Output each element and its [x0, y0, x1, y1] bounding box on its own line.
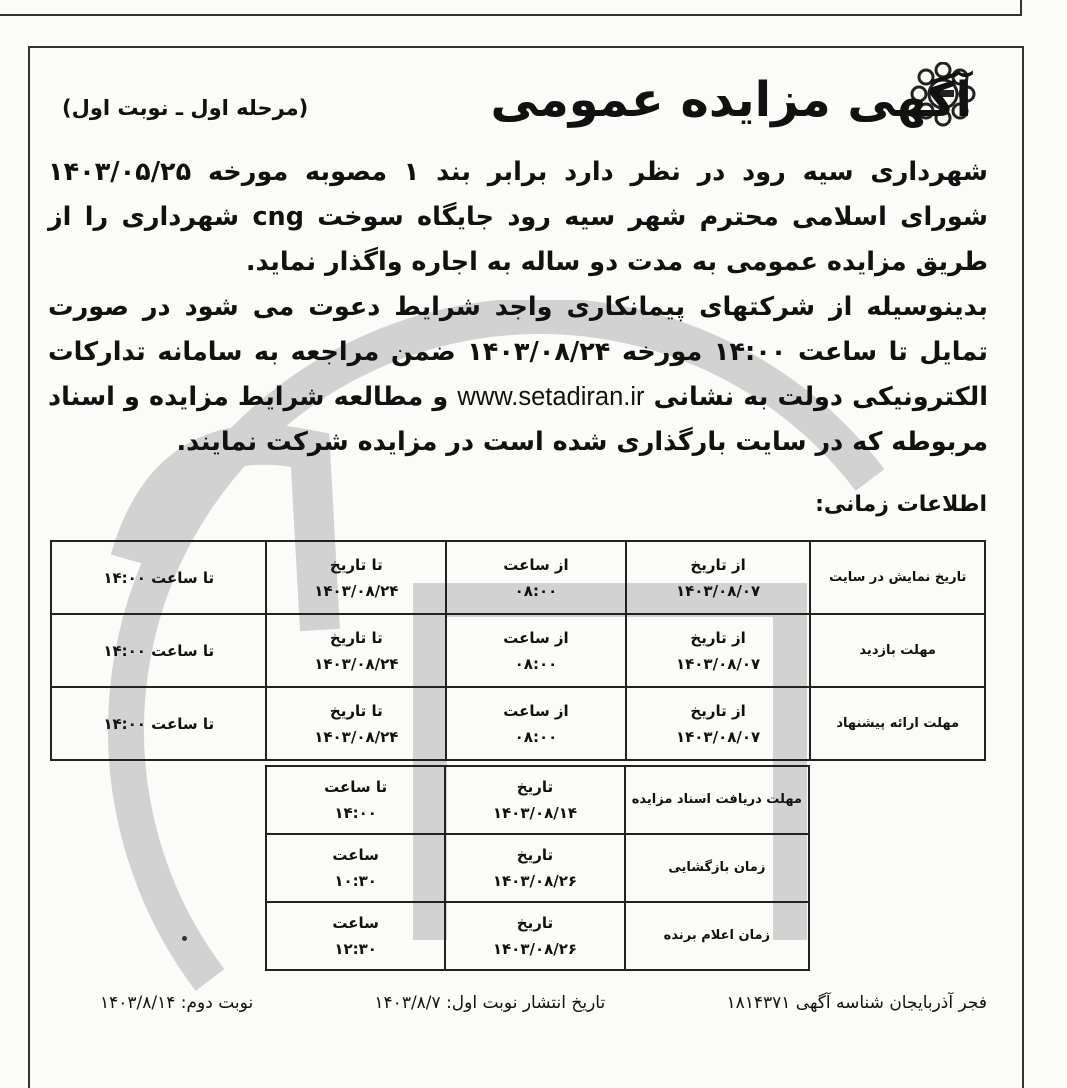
from-date-cell [626, 541, 811, 614]
row-label: مهلت دریافت اسناد مزایده [625, 766, 809, 834]
cell-label: ساعت [332, 846, 379, 864]
cell-value: ۰۸:۰۰ [514, 727, 558, 746]
row-label: تاریخ نمایش در سایت [810, 541, 985, 614]
time-cell [266, 834, 445, 902]
cell-label: از ساعت [503, 628, 569, 647]
cell-label: از ساعت [503, 701, 569, 720]
date-cell [445, 902, 624, 970]
cell-label: از ساعت [503, 555, 569, 574]
setadiran-link[interactable]: www.setadiran.ir [457, 383, 645, 411]
cell-value: ۱۴۰۳/۰۸/۱۴ [492, 804, 578, 822]
cell-label: تا تاریخ [329, 701, 383, 720]
cell-value: ۱۴۰۳/۰۸/۲۶ [492, 940, 578, 958]
row-label: زمان بازگشایی [625, 834, 809, 902]
cell-value: ۱۴۰۳/۰۸/۲۶ [492, 872, 578, 890]
from-date-cell [626, 687, 811, 760]
cell-label: تا تاریخ [329, 628, 383, 647]
print-speck [182, 936, 187, 941]
cell-label: تا تاریخ [329, 555, 383, 574]
date-cell [445, 766, 624, 834]
paragraph-invitation [48, 285, 988, 465]
cell-value: ۱۴۰۳/۰۸/۰۷ [675, 581, 761, 600]
ad-footer [100, 993, 987, 1013]
time-cell [266, 902, 445, 970]
cell-label: تا ساعت [324, 778, 388, 796]
cell-value: ۰۸:۰۰ [514, 654, 558, 673]
table-row [266, 834, 809, 902]
cell-value: ۱۴۰۳/۰۸/۲۴ [314, 581, 399, 600]
to-date-cell [266, 687, 446, 760]
row-label: مهلت بازدید [810, 614, 985, 687]
events-table [265, 765, 810, 971]
time-cell [266, 766, 445, 834]
publisher-id: فجر آذربایجان شناسه آگهی ۱۸۱۴۳۷۱ [726, 993, 987, 1013]
cell-label: ساعت [332, 914, 379, 932]
cell-label: از تاریخ [690, 555, 746, 574]
top-rule [0, 14, 1022, 16]
from-time-cell [446, 541, 626, 614]
cell-value: ۱۴۰۳/۰۸/۰۷ [675, 727, 761, 746]
from-time-cell [446, 687, 626, 760]
from-time-cell [446, 614, 626, 687]
table-row [51, 614, 985, 687]
schedule-table [50, 540, 986, 761]
from-date-cell [626, 614, 811, 687]
info-heading: اطلاعات زمانی: [815, 492, 987, 517]
cell-value: ۱۴۰۳/۰۸/۲۴ [314, 654, 399, 673]
row-label: مهلت ارائه پیشنهاد [810, 687, 985, 760]
to-time-cell: تا ساعت ۱۴:۰۰ [51, 541, 266, 614]
cell-value: ۰۸:۰۰ [514, 581, 558, 600]
to-date-cell [266, 541, 446, 614]
first-publish-date: تاریخ انتشار نوبت اول: ۱۴۰۳/۸/۷ [374, 993, 606, 1013]
cell-value: ۱۴۰۳/۰۸/۲۴ [314, 727, 399, 746]
row-label: زمان اعلام برنده [625, 902, 809, 970]
ad-title: آگهی مزایده عمومی [490, 72, 972, 128]
cell-label: تاریخ [516, 778, 554, 796]
table-row [266, 766, 809, 834]
cell-label: تاریخ [516, 914, 554, 932]
cell-value: ۱۴۰۳/۰۸/۰۷ [675, 654, 761, 673]
to-time-cell: تا ساعت ۱۴:۰۰ [51, 614, 266, 687]
table-row [266, 902, 809, 970]
table-row [51, 541, 985, 614]
date-cell [445, 834, 624, 902]
table-row [51, 687, 985, 760]
paragraph-intro: شهرداری سیه رود در نظر دارد برابر بند ۱ مصوبه مورخه ۱۴۰۳/۰۵/۲۵ شورای اسلامی محترم شهر سیه رود جایگاه سوخت cng شهرداری را از طریق مزایده عمومی به مدت دو ساله به اجاره واگذار نماید. [48, 157, 988, 277]
ad-subtitle: (مرحله اول ـ نوبت اول) [62, 96, 309, 120]
cell-label: از تاریخ [690, 701, 746, 720]
to-date-cell [266, 614, 446, 687]
cell-label: از تاریخ [690, 628, 746, 647]
invitation-text: بدینوسیله از شرکتهای پیمانکاری واجد شرایط دعوت می شود در صورت تمایل تا ساعت ۱۴:۰۰ مورخه ۱۴۰۳/۰۸/۲۴ ضمن مراجعه به سامانه تدارکات الکترونیکی دولت به نشانی [48, 292, 988, 412]
cell-label: تاریخ [516, 846, 554, 864]
cell-value: ۱۴:۰۰ [334, 804, 377, 822]
to-time-cell: تا ساعت ۱۴:۰۰ [51, 687, 266, 760]
top-column-rule [1020, 0, 1022, 16]
second-publish-date: نوبت دوم: ۱۴۰۳/۸/۱۴ [100, 993, 254, 1013]
cell-value: ۱۲:۳۰ [334, 940, 377, 958]
ad-body [48, 150, 988, 465]
invitation-text-end: و مطالعه شرایط مزایده و اسناد مربوطه که در سایت بارگذاری شده است در مزایده شرکت نمایند. [48, 382, 988, 457]
cell-value: ۱۰:۳۰ [334, 872, 377, 890]
